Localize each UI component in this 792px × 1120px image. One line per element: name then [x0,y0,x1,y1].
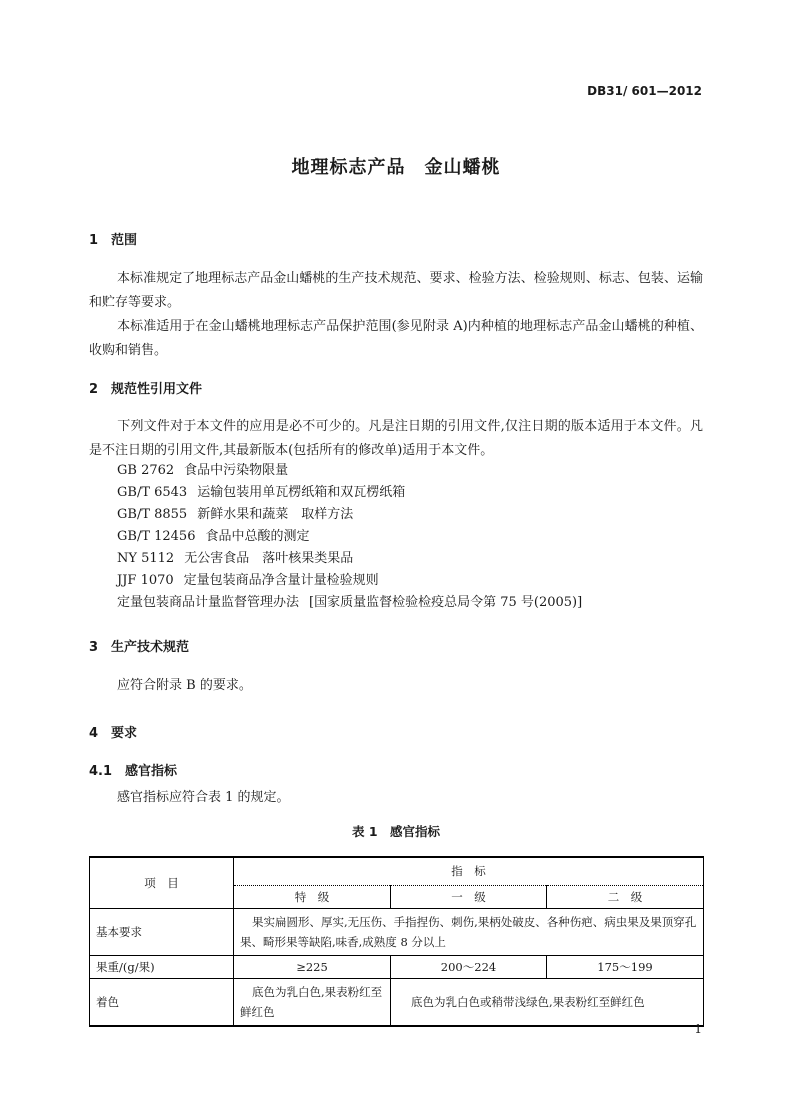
reference-item [117,526,310,548]
reference-item [117,592,582,614]
paragraph-text: 本标准规定了地理标志产品金山蟠桃的生产技术规范、要求、检验方法、检验规则、标志、包装、运输和贮存等要求。 [89,271,703,310]
section-number: 1 [89,233,99,248]
reference-title: 运输包装用单瓦楞纸箱和双瓦楞纸箱 [197,485,406,500]
reference-item [117,482,405,504]
section-1-heading [89,229,137,248]
basic-requirement-cell: 果实扁圆形、厚实,无压伤、手指捏伤、刺伤,果柄处破皮、各种伤疤、病虫果及果顶穿孔果、畸形果等缺陷,味香,成熟度 8 分以上 [234,908,704,955]
reference-item [117,504,353,526]
reference-code: GB/T 12456 [117,529,196,544]
header-item-cell: 项 目 [90,857,234,908]
header-index-cell: 指 标 [234,857,704,885]
reference-code: GB/T 8855 [117,507,188,522]
reference-title: 定量包装商品净含量计量检验规则 [183,573,379,588]
reference-item [117,548,353,570]
grade-second-header: 二 级 [547,885,704,908]
section-title: 生产技术规范 [111,640,190,655]
section-number: 4 [89,726,99,741]
section-title: 感官指标 [125,764,178,779]
section-number: 4.1 [89,764,113,779]
subsection-4-1-heading [89,760,177,779]
paragraph-text: 本标准适用于在金山蟠桃地理标志产品保护范围(参见附录 A)内种植的地理标志产品金山蟠桃的种植、收购和销售。 [89,319,703,358]
section-3-paragraph-1 [89,674,703,698]
weight-special-cell: ≥225 [234,955,391,978]
paragraph-text: 应符合附录 B 的要求。 [117,678,252,693]
section-title: 要求 [111,726,138,741]
reference-title: 食品中总酸的测定 [205,529,310,544]
page-number: 1 [694,1022,702,1036]
reference-code: JJF 1070 [117,573,174,588]
weight-second-cell: 175～199 [547,955,704,978]
reference-item [117,570,379,592]
section-number: 3 [89,640,99,655]
color-special-cell: 底色为乳白色,果表粉红至鲜红色 [234,978,391,1026]
paragraph-text: 感官指标应符合表 1 的规定。 [117,790,290,805]
section-1-paragraph-2 [89,315,703,363]
section-number: 2 [89,382,99,397]
row-item-cell: 果重/(g/果) [90,955,234,978]
row-item-cell: 着色 [90,978,234,1026]
reference-code: GB/T 6543 [117,485,188,500]
reference-item [117,460,288,482]
section-title: 规范性引用文件 [111,382,203,397]
document-title: 地理标志产品 金山蟠桃 [291,157,501,178]
table-caption: 表 1 感官指标 [351,824,441,839]
reference-title: [国家质量监督检验检疫总局令第 75 号(2005)] [309,595,583,610]
row-item-cell: 基本要求 [90,908,234,955]
section-title: 范围 [111,233,138,248]
section-3-heading [89,636,189,655]
document-code: DB31/ 601—2012 [587,84,702,98]
sensory-index-table [89,856,704,1027]
color-other-cell: 底色为乳白色或稍带浅绿色,果表粉红至鲜红色 [391,978,704,1026]
weight-first-cell: 200～224 [391,955,547,978]
section-4-heading [89,722,137,741]
reference-title: 新鲜水果和蔬菜 取样方法 [197,507,354,522]
reference-code: 定量包装商品计量监督管理办法 [117,595,300,610]
reference-code: GB 2762 [117,463,175,478]
subsection-4-1-paragraph [89,786,703,810]
reference-code: NY 5112 [117,551,175,566]
section-1-paragraph-1 [89,267,703,315]
section-2-paragraph-1 [89,415,703,463]
paragraph-text: 下列文件对于本文件的应用是必不可少的。凡是注日期的引用文件,仅注日期的版本适用于本文件。凡是不注日期的引用文件,其最新版本(包括所有的修改单)适用于本文件。 [89,419,703,458]
grade-special-header: 特 级 [234,885,391,908]
reference-title: 无公害食品 落叶核果类果品 [184,551,354,566]
reference-title: 食品中污染物限量 [184,463,289,478]
section-2-heading [89,378,202,397]
grade-first-header: 一 级 [391,885,547,908]
